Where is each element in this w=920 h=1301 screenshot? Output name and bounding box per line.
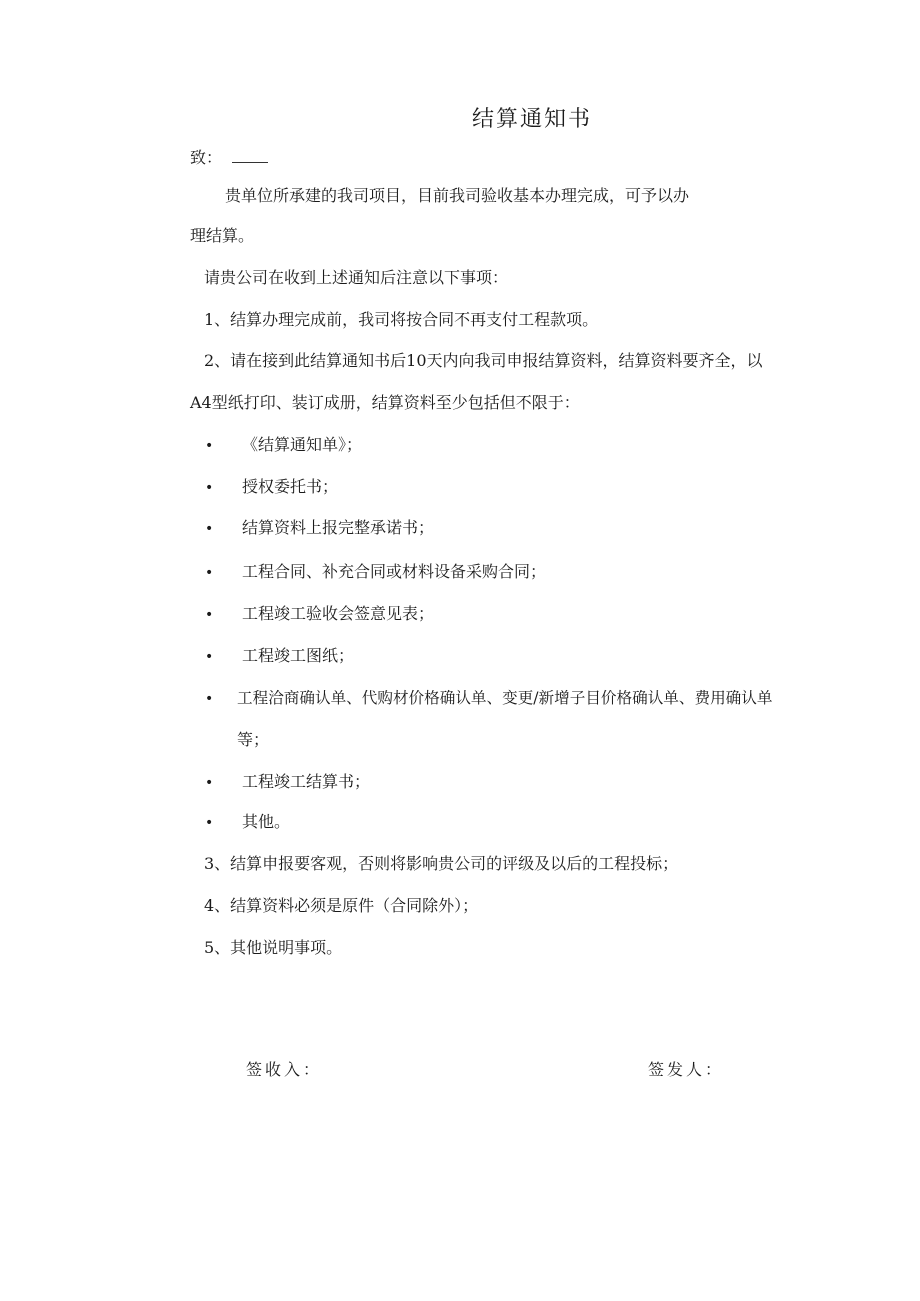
bullet-marker: • bbox=[205, 691, 214, 707]
bullet-marker: • bbox=[205, 607, 214, 623]
list-item: 工程竣工图纸； bbox=[242, 646, 355, 665]
bullet-marker: • bbox=[205, 815, 214, 831]
bullet-marker: • bbox=[205, 775, 214, 791]
list-item: 工程竣工结算书； bbox=[242, 772, 371, 791]
signature-receiver-label: 签收入： bbox=[246, 1060, 323, 1079]
intro-line-1: 贵单位所承建的我司项目，目前我司验收基本办理完成，可予以办 bbox=[225, 186, 690, 205]
notice-line: 请贵公司在收到上述通知后注意以下事项： bbox=[204, 268, 509, 287]
recipient-blank bbox=[232, 148, 268, 163]
item-2-line-2: A4型纸打印、装订成册，结算资料至少包括但不限于： bbox=[190, 393, 580, 412]
bullet-marker: • bbox=[205, 649, 214, 665]
recipient-line bbox=[190, 148, 268, 168]
bullet-marker: • bbox=[205, 565, 214, 581]
list-item: 其他。 bbox=[242, 812, 291, 831]
item-1: 1、结算办理完成前，我司将按合同不再支付工程款项。 bbox=[204, 310, 599, 329]
list-item: 授权委托书； bbox=[242, 477, 339, 496]
recipient-label: 致： bbox=[190, 148, 223, 167]
list-item: 结算资料上报完整承诺书； bbox=[242, 518, 435, 537]
list-item: 《结算通知单》； bbox=[242, 435, 363, 454]
intro-line-2: 理结算。 bbox=[190, 226, 255, 245]
bullet-marker: • bbox=[205, 480, 214, 496]
list-item: 工程合同、补充合同或材料设备采购合同； bbox=[242, 562, 547, 581]
item-4: 4、结算资料必须是原件（合同除外）； bbox=[204, 896, 479, 915]
item-5: 5、其他说明事项。 bbox=[204, 938, 343, 957]
item-3: 3、结算申报要客观，否则将影响贵公司的评级及以后的工程投标； bbox=[204, 854, 679, 873]
bullet-marker: • bbox=[205, 521, 214, 537]
item-2-line-1: 2、请在接到此结算通知书后10天内向我司申报结算资料，结算资料要齐全，以 bbox=[204, 351, 763, 370]
list-item: 工程洽商确认单、代购材价格确认单、变更/新增子目价格确认单、费用确认单 bbox=[237, 689, 773, 707]
list-item: 工程竣工验收会签意见表； bbox=[242, 604, 435, 623]
signature-issuer-label: 签发人： bbox=[648, 1060, 725, 1079]
bullet-marker: • bbox=[205, 438, 214, 454]
document-title: 结算通知书 bbox=[471, 107, 592, 132]
list-item-continuation: 等； bbox=[237, 730, 270, 749]
